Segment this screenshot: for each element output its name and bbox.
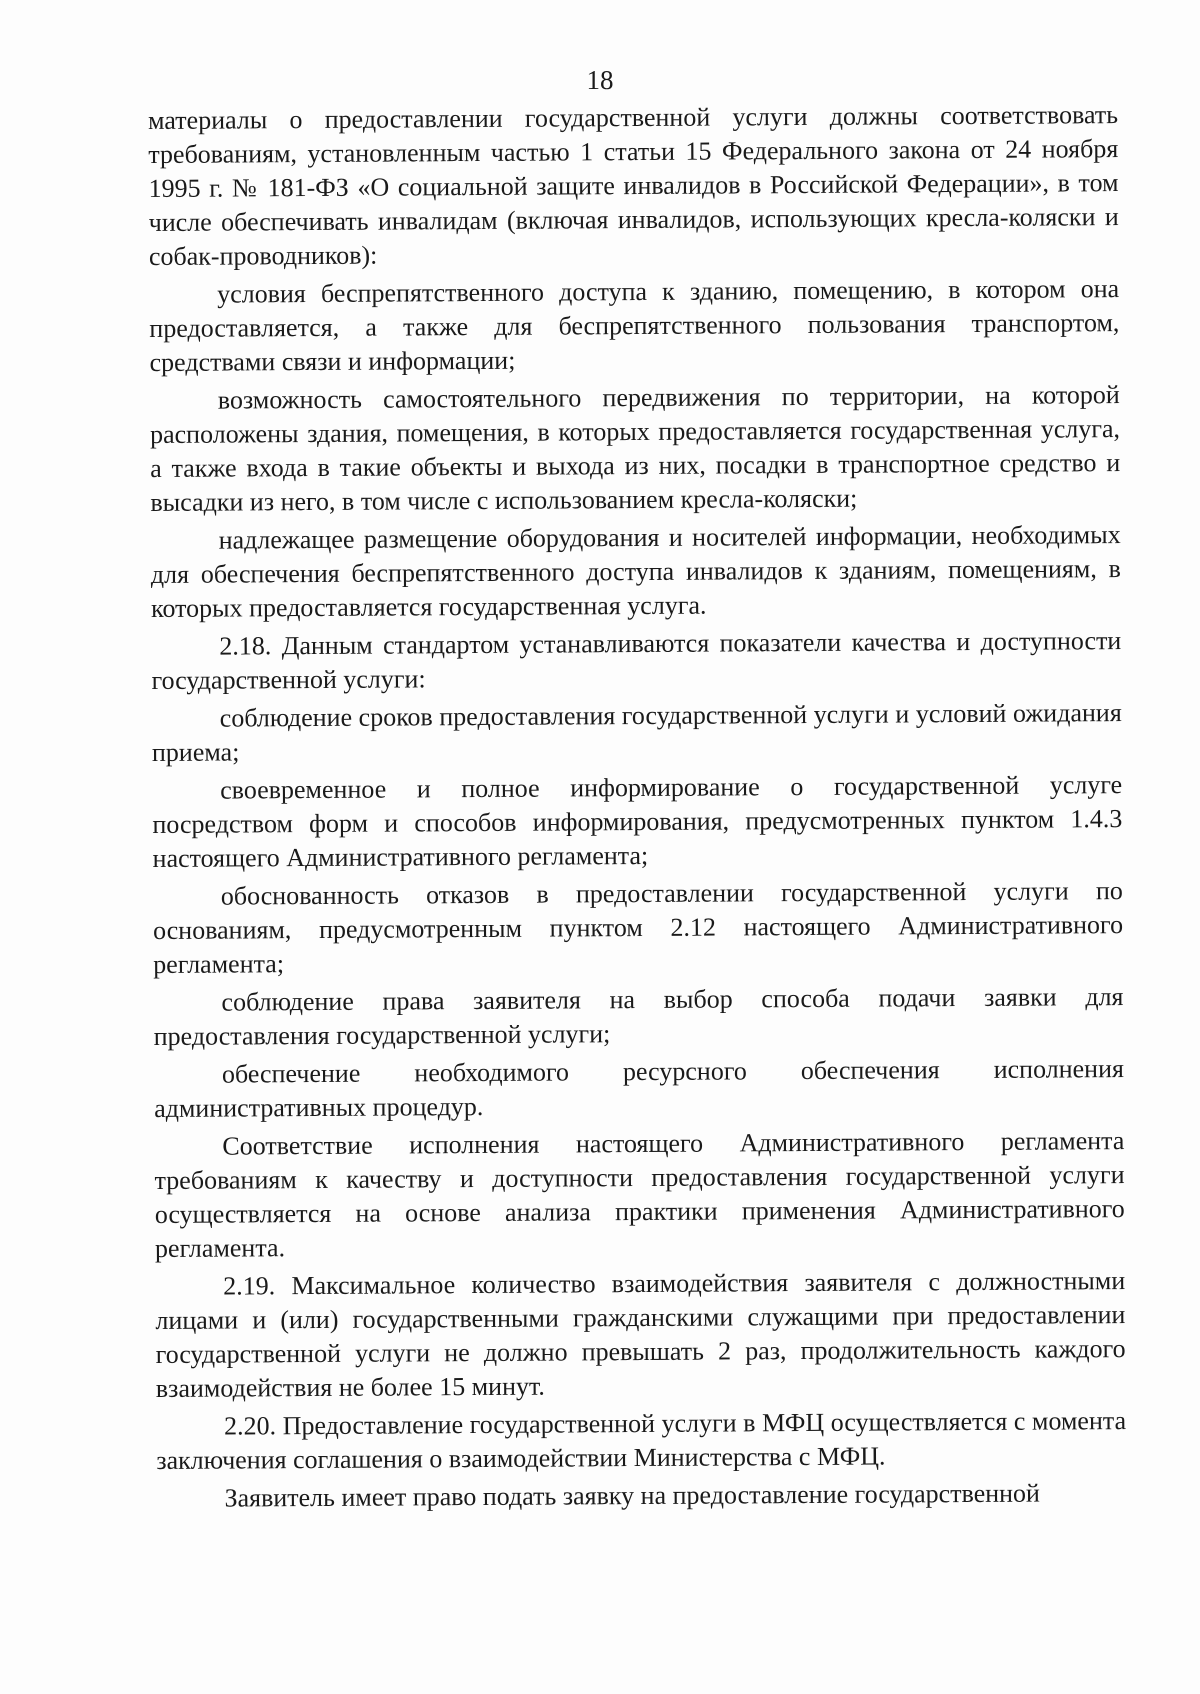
paragraph: 2.19. Максимальное количество взаимодействия заявителя с должностными лицами и (или) государственными гражданскими служащими при предоставлении государственной услуги не должно превышать 2 раз, продолжительность каждого взаимодействия не более 15 минут. — [155, 1266, 1126, 1403]
document-body — [148, 98, 1127, 1520]
paragraph: условия беспрепятственного доступа к зданию, помещению, в котором она предоставляется, а также для беспрепятственного пользования транспортом, средствами связи и информации; — [149, 274, 1120, 377]
paragraph: надлежащее размещение оборудования и носителей информации, необходимых для обеспечения беспрепятственного доступа инвалидов к зданиям, помещениям, в которых предоставляется государственная услуга. — [150, 520, 1121, 623]
paragraph: соблюдение права заявителя на выбор способа подачи заявки для предоставления государственной услуги; — [153, 982, 1124, 1051]
paragraph: своевременное и полное информирование о государственной услуге посредством форм и способов информирования, предусмотренных пунктом 1.4.3 настоящего Административного регламента; — [152, 770, 1123, 873]
paragraph: Соответствие исполнения настоящего Административного регламента требованиям к качеству и доступности предоставления государственной услуги осуществляется на основе анализа практики применения Административного регламента. — [154, 1126, 1125, 1263]
paragraph: соблюдение сроков предоставления государственной услуги и условий ожидания приема; — [151, 698, 1122, 767]
paragraph: 2.20. Предоставление государственной услуги в МФЦ осуществляется с момента заключения соглашения о взаимодействии Министерства с МФЦ. — [156, 1406, 1127, 1475]
paragraph: 2.18. Данным стандартом устанавливаются показатели качества и доступности государственной услуги: — [151, 626, 1122, 695]
page-number: 18 — [586, 65, 614, 95]
paragraph: возможность самостоятельного передвижения по территории, на которой расположены здания, помещения, в которых предоставляется государственная услуга, а также входа в такие объекты и выхода из них, посадки в транспортное средство и высадки из него, в том числе с использованием кресла-коляски; — [149, 380, 1121, 517]
paragraph: Заявитель имеет право подать заявку на предоставление государственной — [224, 1478, 1041, 1513]
paragraph: обоснованность отказов в предоставлении государственной услуги по основаниям, предусмотренным пунктом 2.12 настоящего Административного регламента; — [152, 876, 1124, 979]
paragraph: обеспечение необходимого ресурсного обеспечения исполнения административных процедур. — [154, 1054, 1124, 1123]
paragraph: материалы о предоставлении государственной услуги должны соответствовать требованиям, установленным частью 1 статьи 15 Федерального закона от 24 ноября 1995 г. № 181-ФЗ «О социальной защите инвалидов в Российской Федерации», в том числе обеспечивать инвалидам (включая инвалидов, использующих кресла-коляски и собак-проводников): — [148, 100, 1119, 271]
